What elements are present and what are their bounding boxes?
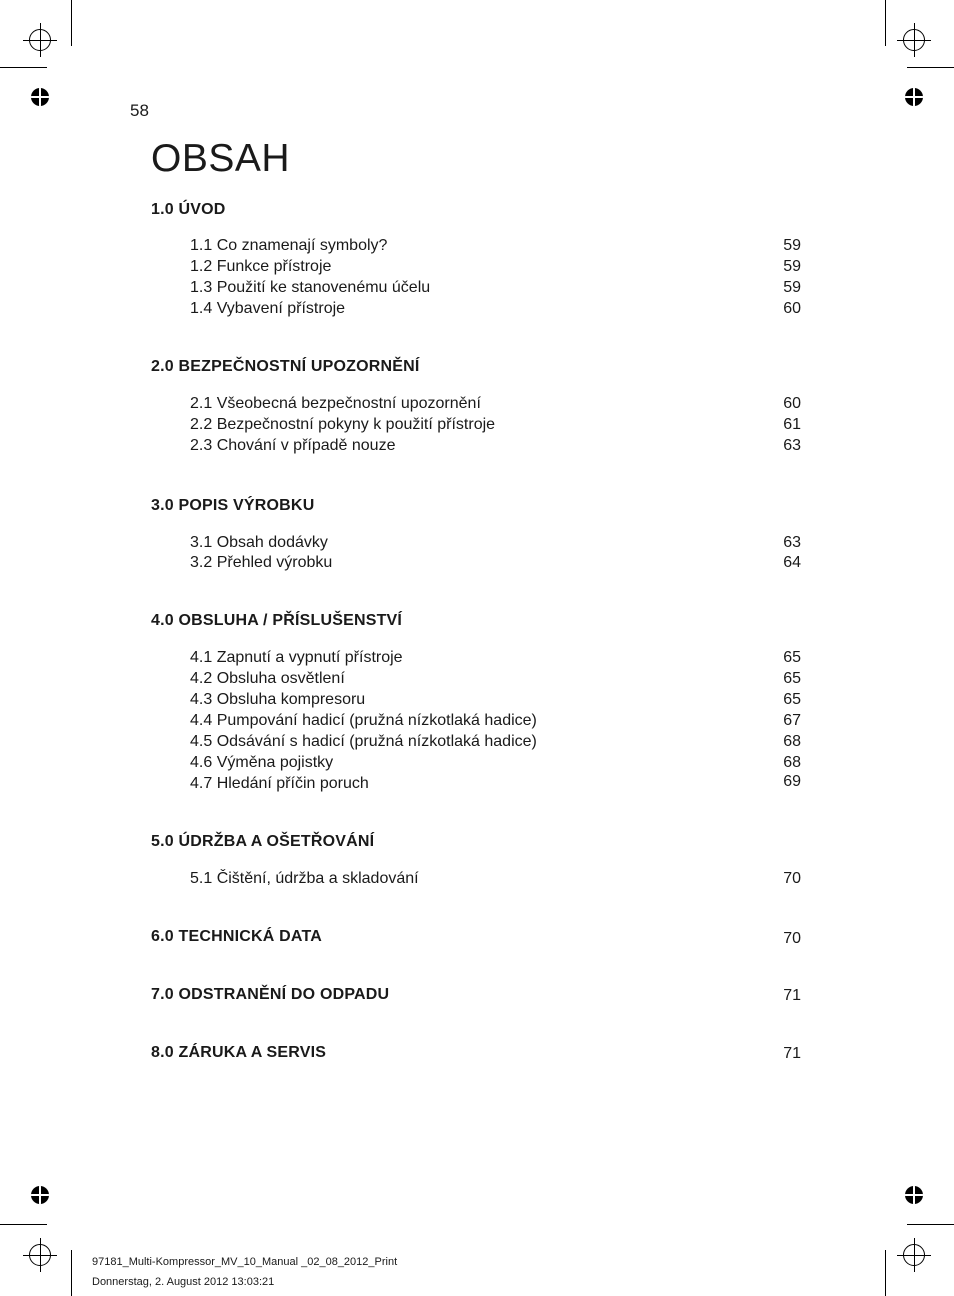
toc-section-heading: 2.0 BEZPEČNOSTNÍ UPOZORNĚNÍ xyxy=(151,358,420,375)
registration-mark-icon xyxy=(903,1244,925,1266)
crop-mark xyxy=(0,67,47,68)
registration-dot-icon xyxy=(31,1186,49,1204)
toc-entry-page: 63 xyxy=(783,437,801,454)
toc-section-heading: 1.0 ÚVOD xyxy=(151,201,226,218)
print-footer-filename: 97181_Multi-Kompressor_MV_10_Manual _02_08_2012_Print xyxy=(92,1256,398,1268)
toc-entry-page: 69 xyxy=(783,773,801,790)
page-number: 58 xyxy=(130,101,149,120)
registration-mark-icon xyxy=(903,29,925,51)
toc-entry-title: 1.1 Co znamenají symboly? xyxy=(190,237,388,254)
crop-mark xyxy=(71,0,72,46)
crop-mark xyxy=(907,67,954,68)
toc-section-page: 71 xyxy=(783,1045,801,1062)
toc-entry-page: 68 xyxy=(783,733,801,750)
toc-entry-page: 65 xyxy=(783,691,801,708)
crop-mark xyxy=(907,1224,954,1225)
toc-entry-title: 1.3 Použití ke stanovenému účelu xyxy=(190,279,431,296)
toc-entry-title: 5.1 Čištění, údržba a skladování xyxy=(190,870,419,887)
toc-section-heading: 8.0 ZÁRUKA A SERVIS xyxy=(151,1044,327,1061)
toc-entry-title: 4.7 Hledání příčin poruch xyxy=(190,775,369,792)
toc-entry-title: 4.2 Obsluha osvětlení xyxy=(190,670,345,687)
toc-entry-title: 2.2 Bezpečnostní pokyny k použití přístroje xyxy=(190,416,496,433)
toc-entry-title: 4.6 Výměna pojistky xyxy=(190,754,334,771)
crop-mark xyxy=(71,1250,72,1296)
print-footer-timestamp: Donnerstag, 2. August 2012 13:03:21 xyxy=(92,1276,275,1288)
registration-dot-icon xyxy=(905,88,923,106)
toc-section-heading: 7.0 ODSTRANĚNÍ DO ODPADU xyxy=(151,986,390,1003)
registration-mark-icon xyxy=(29,1244,51,1266)
toc-entry-title: 1.2 Funkce přístroje xyxy=(190,258,332,275)
toc-entry-title: 3.2 Přehled výrobku xyxy=(190,554,333,571)
toc-entry-page: 60 xyxy=(783,395,801,412)
crop-mark xyxy=(0,1224,47,1225)
toc-entry-page: 59 xyxy=(783,237,801,254)
toc-section-page: 70 xyxy=(783,930,801,947)
toc-entry-title: 2.3 Chování v případě nouze xyxy=(190,437,396,454)
registration-dot-icon xyxy=(905,1186,923,1204)
registration-mark-icon xyxy=(29,29,51,51)
toc-entry-page: 59 xyxy=(783,279,801,296)
toc-entry-page: 59 xyxy=(783,258,801,275)
toc-section-page: 71 xyxy=(783,987,801,1004)
toc-entry-page: 64 xyxy=(783,554,801,571)
toc-entry-title: 4.5 Odsávání s hadicí (pružná nízkotlaká hadice) xyxy=(190,733,537,750)
toc-section-heading: 5.0 ÚDRŽBA A OŠETŘOVÁNÍ xyxy=(151,833,375,850)
page-title: OBSAH xyxy=(151,137,291,180)
toc-entry-title: 2.1 Všeobecná bezpečnostní upozornění xyxy=(190,395,481,412)
toc-entry-title: 4.3 Obsluha kompresoru xyxy=(190,691,366,708)
crop-mark xyxy=(885,0,886,46)
toc-section-heading: 6.0 TECHNICKÁ DATA xyxy=(151,928,323,945)
toc-entry-page: 67 xyxy=(783,712,801,729)
crop-mark xyxy=(885,1250,886,1296)
toc-entry-title: 4.4 Pumpování hadicí (pružná nízkotlaká hadice) xyxy=(190,712,537,729)
toc-entry-page: 68 xyxy=(783,754,801,771)
toc-entry-page: 60 xyxy=(783,300,801,317)
toc-entry-page: 70 xyxy=(783,870,801,887)
registration-dot-icon xyxy=(31,88,49,106)
toc-entry-page: 65 xyxy=(783,649,801,666)
toc-section-heading: 4.0 OBSLUHA / PŘÍSLUŠENSTVÍ xyxy=(151,612,403,629)
toc-entry-page: 61 xyxy=(783,416,801,433)
toc-entry-title: 1.4 Vybavení přístroje xyxy=(190,300,346,317)
toc-entry-title: 4.1 Zapnutí a vypnutí přístroje xyxy=(190,649,403,666)
toc-section-heading: 3.0 POPIS VÝROBKU xyxy=(151,497,315,514)
toc-entry-title: 3.1 Obsah dodávky xyxy=(190,534,328,551)
toc-entry-page: 65 xyxy=(783,670,801,687)
toc-entry-page: 63 xyxy=(783,534,801,551)
